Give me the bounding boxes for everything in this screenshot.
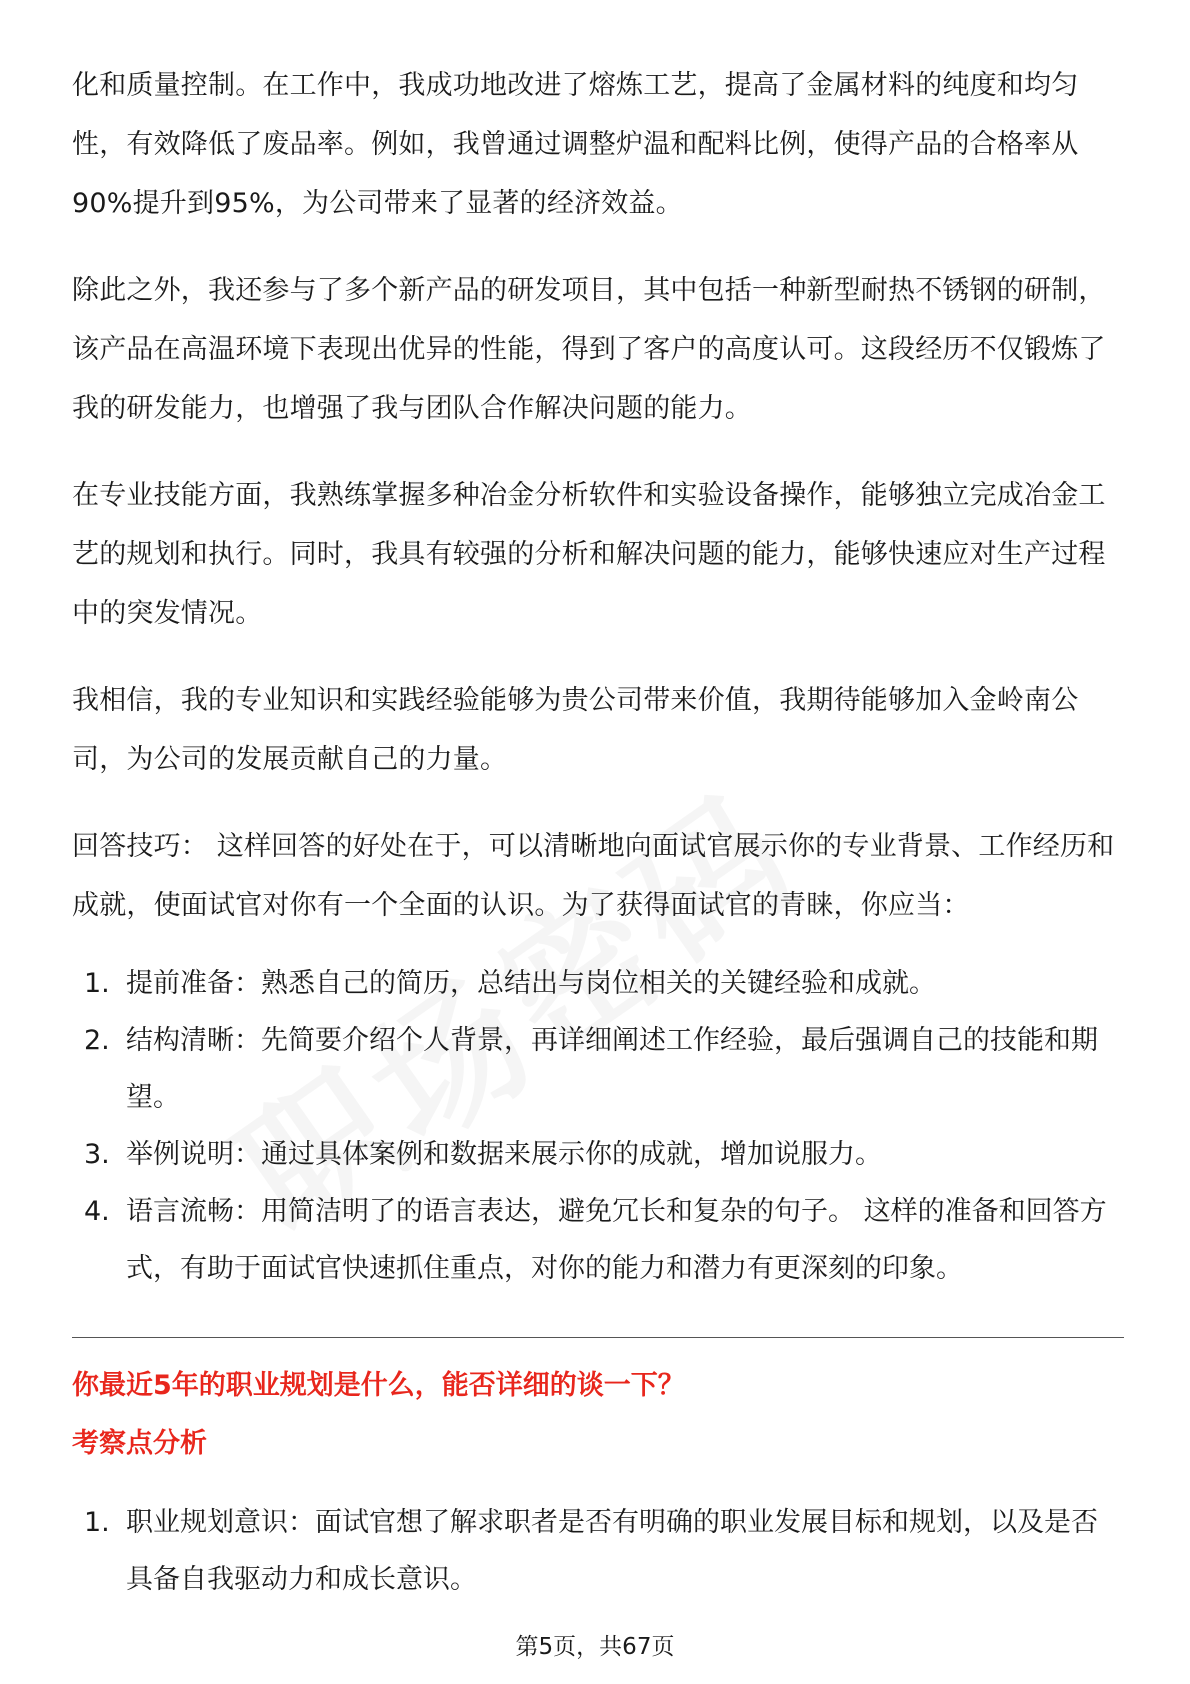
list-item <box>72 1183 1124 1297</box>
paragraph-1: 化和质量控制。在工作中，我成功地改进了熔炼工艺，提高了金属材料的纯度和均匀性，有效降低了废品率。例如，我曾通过调整炉温和配料比例，使得产品的合格率从90%提升到95%，为公司带来了显著的经济效益。 <box>72 70 1079 219</box>
paragraph-4: 我相信，我的专业知识和实践经验能够为贵公司带来价值，我期待能够加入金岭南公司，为公司的发展贡献自己的力量。 <box>72 685 1079 775</box>
list-number: 1. <box>84 1507 110 1538</box>
list-text: 职业规划意识：面试官想了解求职者是否有明确的职业发展目标和规划，以及是否具备自我驱动力和成长意识。 <box>126 1507 1098 1595</box>
analysis-list <box>72 1494 1124 1608</box>
paragraph-2: 除此之外，我还参与了多个新产品的研发项目，其中包括一种新型耐热不锈钢的研制，该产品在高温环境下表现出优异的性能，得到了客户的高度认可。这段经历不仅锻炼了我的研发能力，也增强了我与团队合作解决问题的能力。 <box>72 275 1106 424</box>
list-item <box>72 1494 1124 1608</box>
tips-list <box>72 955 1124 1297</box>
list-item <box>72 1012 1124 1126</box>
list-item <box>72 1126 1124 1183</box>
list-item <box>72 955 1124 1012</box>
list-text: 举例说明：通过具体案例和数据来展示你的成就，增加说服力。 <box>126 1139 882 1170</box>
list-number: 1. <box>84 968 110 999</box>
list-number: 4. <box>84 1196 110 1227</box>
list-text: 语言流畅：用简洁明了的语言表达，避免冗长和复杂的句子。 这样的准备和回答方式，有助于面试官快速抓住重点，对你的能力和潜力有更深刻的印象。 <box>126 1196 1107 1284</box>
list-number: 2. <box>84 1025 110 1056</box>
document-page <box>72 56 1124 1608</box>
section-divider <box>72 1337 1124 1338</box>
question-title: 你最近5年的职业规划是什么，能否详细的谈一下？ <box>72 1370 685 1401</box>
analysis-heading: 考察点分析 <box>72 1428 207 1459</box>
list-text: 提前准备：熟悉自己的简历，总结出与岗位相关的关键经验和成就。 <box>126 968 936 999</box>
answer-tips-intro: 回答技巧： 这样回答的好处在于，可以清晰地向面试官展示你的专业背景、工作经历和成就，使面试官对你有一个全面的认识。为了获得面试官的青睐，你应当： <box>72 831 1115 921</box>
list-number: 3. <box>84 1139 110 1170</box>
list-text: 结构清晰：先简要介绍个人背景，再详细阐述工作经验，最后强调自己的技能和期望。 <box>126 1025 1098 1113</box>
page-footer: 第5页，共67页 <box>515 1634 675 1660</box>
paragraph-3: 在专业技能方面，我熟练掌握多种冶金分析软件和实验设备操作，能够独立完成冶金工艺的规划和执行。同时，我具有较强的分析和解决问题的能力，能够快速应对生产过程中的突发情况。 <box>72 480 1106 629</box>
